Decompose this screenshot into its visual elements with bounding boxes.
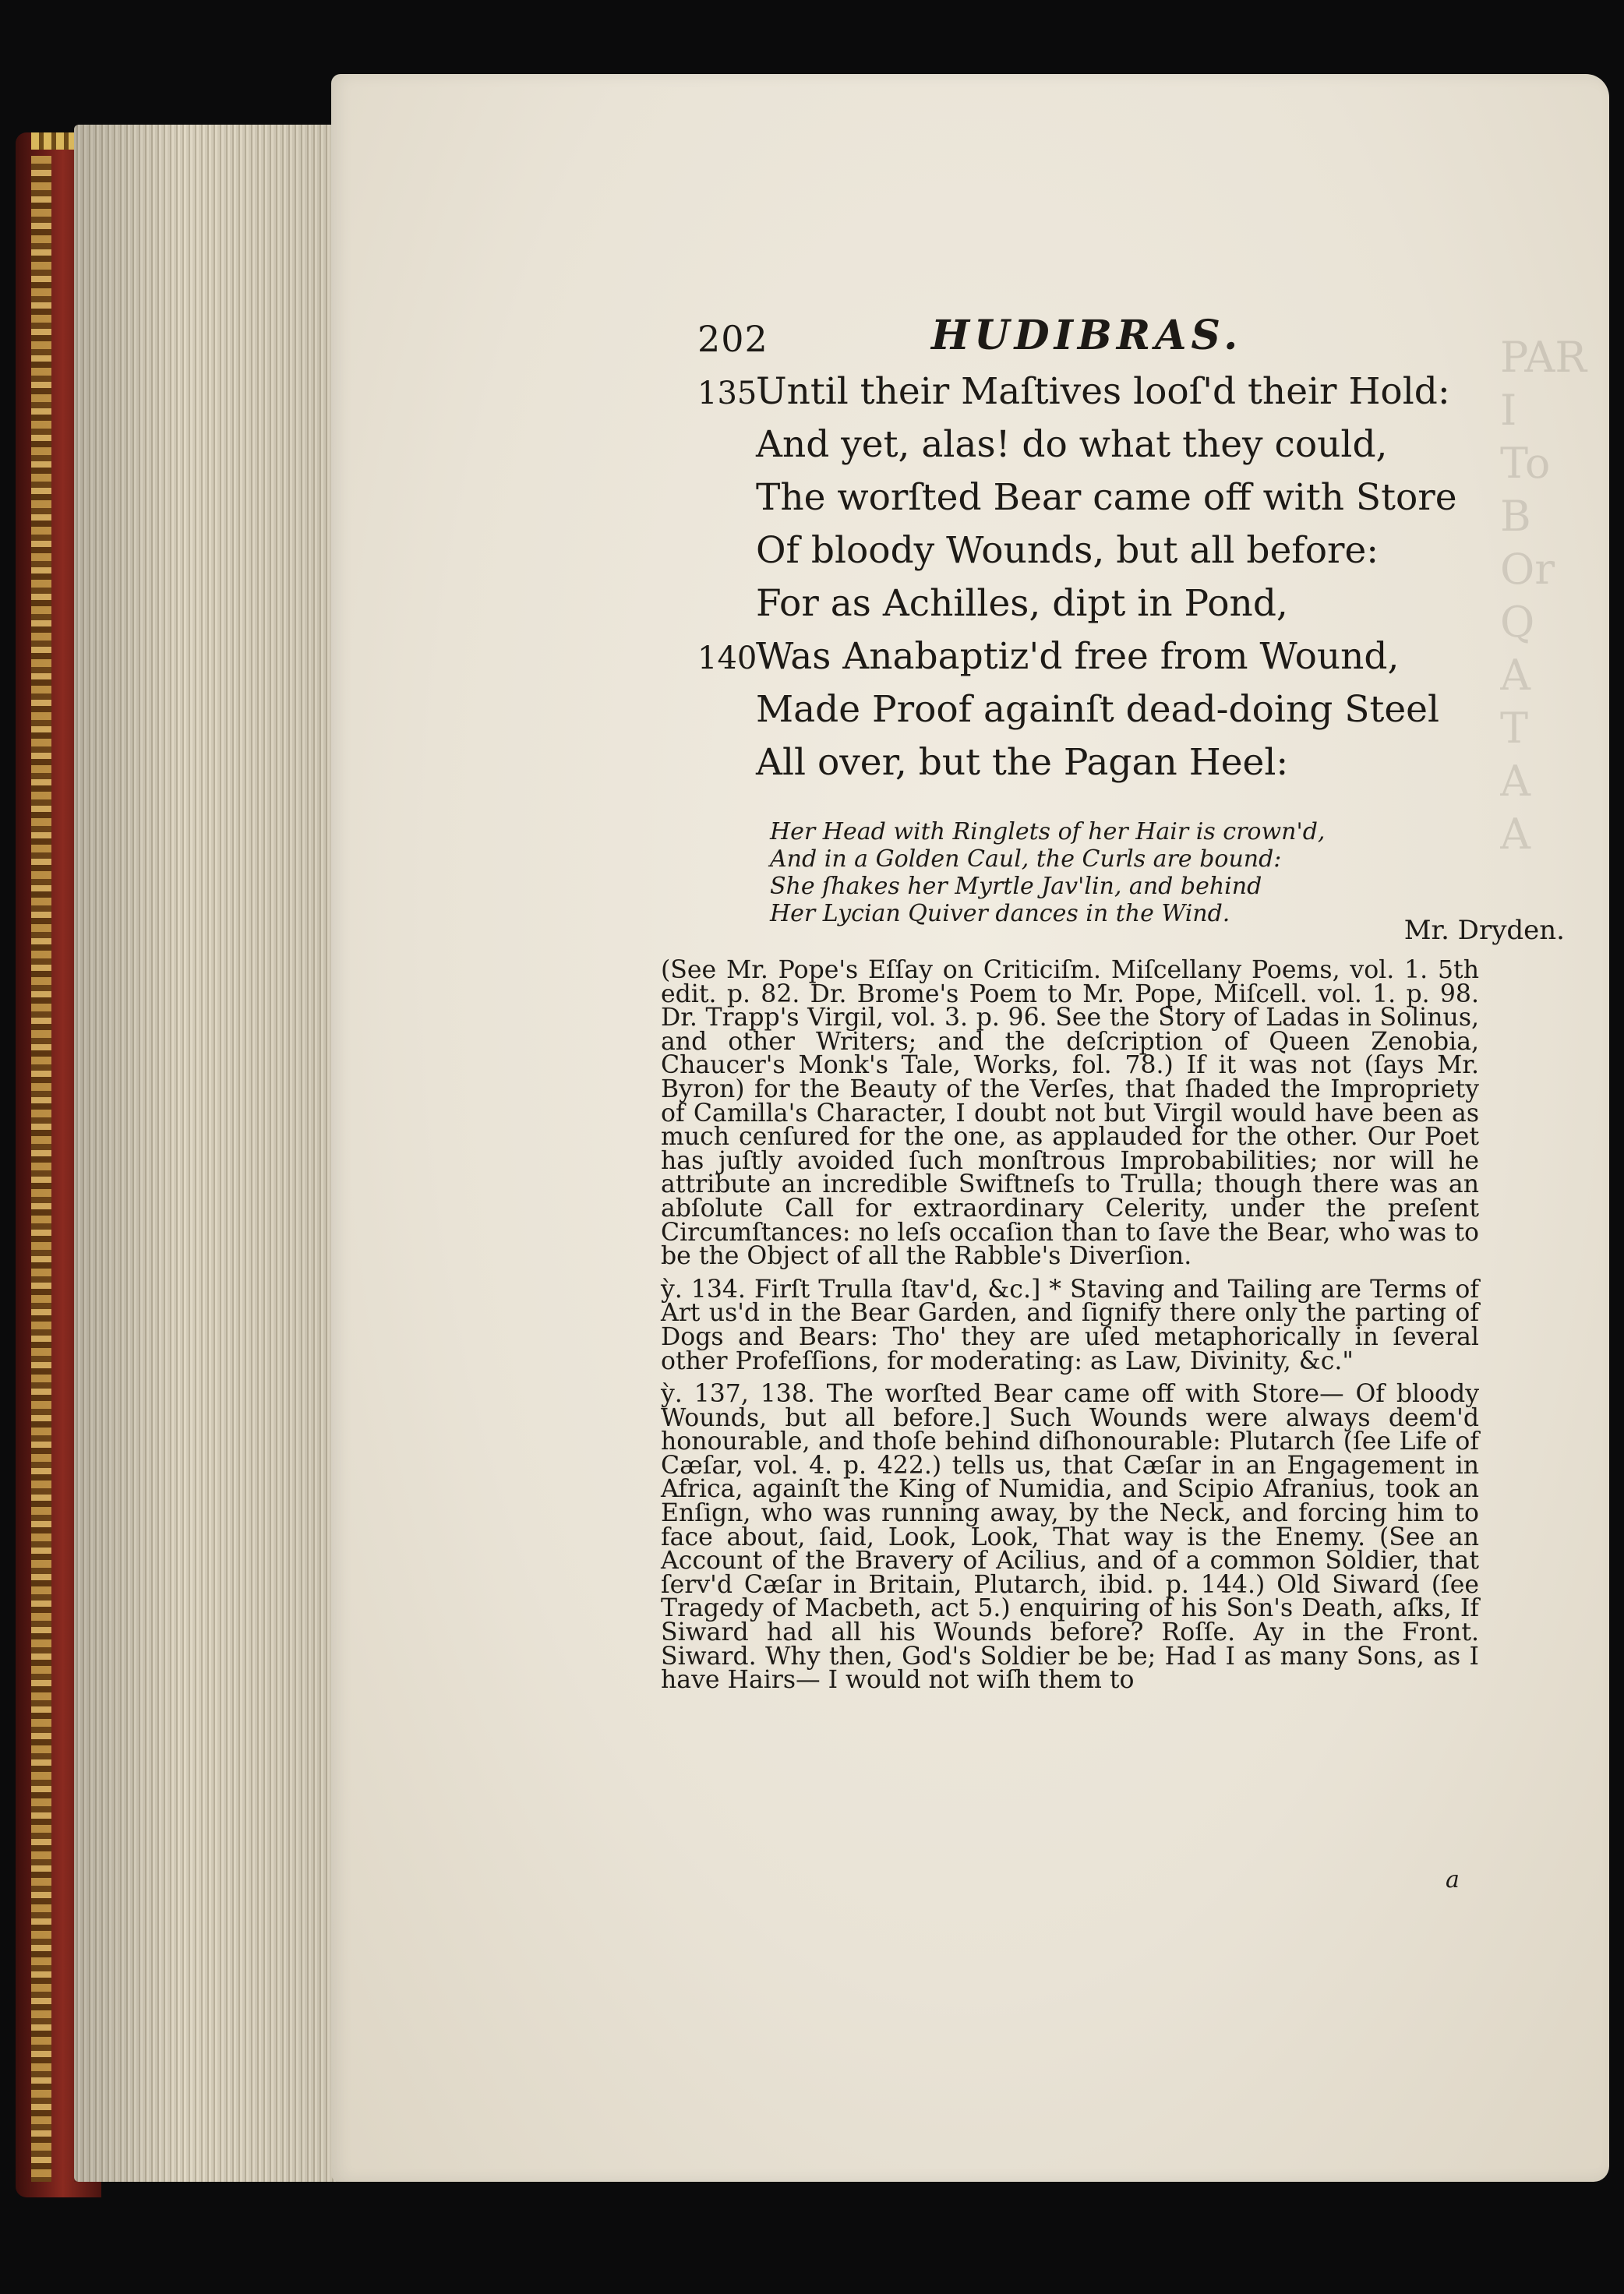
note-paragraph: ỳ. 134. Firſt Trulla ſtav'd, &c.] * Staving and Tailing are Terms of Art us'd in the Bear Garden, and ſignify there only the parting of Dogs and Bears: Tho' they are uſed metaphorically in ſeveral other Profeſſions, for moderating: as Law, Divinity, &c." [661, 1275, 1479, 1375]
verse-line [697, 635, 1555, 688]
verse-text: Until their Maſtives looſ'd their Hold: [756, 370, 1450, 413]
verse-line [697, 582, 1555, 635]
footnotes [661, 958, 1479, 1702]
verse-text: Made Proof againſt dead-doing Steel [756, 688, 1440, 731]
show-through-text: PAR I To B Or Q A T A A [1500, 333, 1587, 859]
gilt-spine-decoration [31, 156, 51, 2182]
catchword: a [1446, 1866, 1460, 1893]
quote-line: Her Lycian Quiver dances in the Wind. [770, 900, 1230, 927]
verse-line [697, 741, 1555, 794]
verse-line [697, 529, 1555, 582]
page-block-shadow [74, 125, 347, 2182]
verse-text: For as Achilles, dipt in Pond, [756, 582, 1288, 625]
verse-line [697, 476, 1555, 529]
quote-line: Her Head with Ringlets of her Hair is crown'd, [770, 818, 1326, 845]
note-paragraph: (See Mr. Pope's Eſſay on Criticiſm. Miſcellany Poems, vol. 1. 5th edit. p. 82. Dr. Brome's Poem to Mr. Pope, Miſcell. vol. 1. p. 98. Dr. Trapp's Virgil, vol. 3. p. 96. See the Story of Ladas in Solinus, and other Writers; and the deſcription of Queen Zenobia, Chaucer's Monk's Tale, Works, fol. 78.) If it was not (ſays Mr. Byron) for the Beauty of the Verſes, that ſhaded the Impropriety of Camilla's Character, I doubt not but Virgil would have been as much cenſured for the one, as applauded for the other. Our Poet has juſtly avoided ſuch monſtrous Improbabilities; nor will he attribute an incredible Swiftneſs to Trulla; though there was an abſolute Call for extraordinary Celerity, under the preſent Circumſtances: no leſs occaſion than to ſave the Bear, who was to be the Object of all the Rabble's Diverſion. [661, 956, 1479, 1271]
verse-text: Of bloody Wounds, but all before: [756, 529, 1379, 572]
page-number: 202 [697, 318, 768, 360]
verse-line [697, 423, 1555, 476]
quoted-verse [770, 818, 1565, 946]
verse-text: The worſted Bear came off with Store [756, 476, 1457, 519]
quote-attribution: Mr. Dryden. [1403, 915, 1565, 946]
line-number: 135 [697, 376, 757, 411]
quote-line: And in a Golden Caul, the Curls are bound: [770, 845, 1282, 873]
line-number: 140 [697, 641, 757, 676]
verse-text: Was Anabaptiz'd free from Wound, [756, 635, 1400, 678]
verse-block [697, 370, 1555, 794]
verse-text: And yet, alas! do what they could, [756, 423, 1388, 466]
running-title: HUDIBRAS. [931, 312, 1243, 359]
verse-line [697, 370, 1555, 423]
note-paragraph: ỳ. 137, 138. The worſted Bear came off with Store— Of bloody Wounds, but all before.] Such Wounds were always deem'd honourable, and thoſe behind diſhonourable: Plutarch (ſee Life of Cæſar, vol. 4. p. 422.) tells us, that Cæſar in an Engagement in Africa, againſt the King of Numidia, and Scipio Afranius, took an Enſign, who was running away, by the Neck, and forcing him to face about, ſaid, Look, Look, That way is the Enemy. (See an Account of the Bravery of Acilius, and of a common Soldier, that ſerv'd Cæſar in Britain, Plutarch, ibid. p. 144.) Old Siward (ſee Tragedy of Macbeth, act 5.) enquiring of his Son's Death, aſks, If Siward had all his Wounds before? Roſſe. Ay in the Front. Siward. Why then, God's Soldier be be; Had I as many Sons, as I have Hairs— I would not wiſh them to [661, 1380, 1479, 1695]
verse-line [697, 688, 1555, 741]
quote-line: She ſhakes her Myrtle Jav'lin, and behind [770, 873, 1262, 900]
verse-text: All over, but the Pagan Heel: [756, 741, 1289, 784]
